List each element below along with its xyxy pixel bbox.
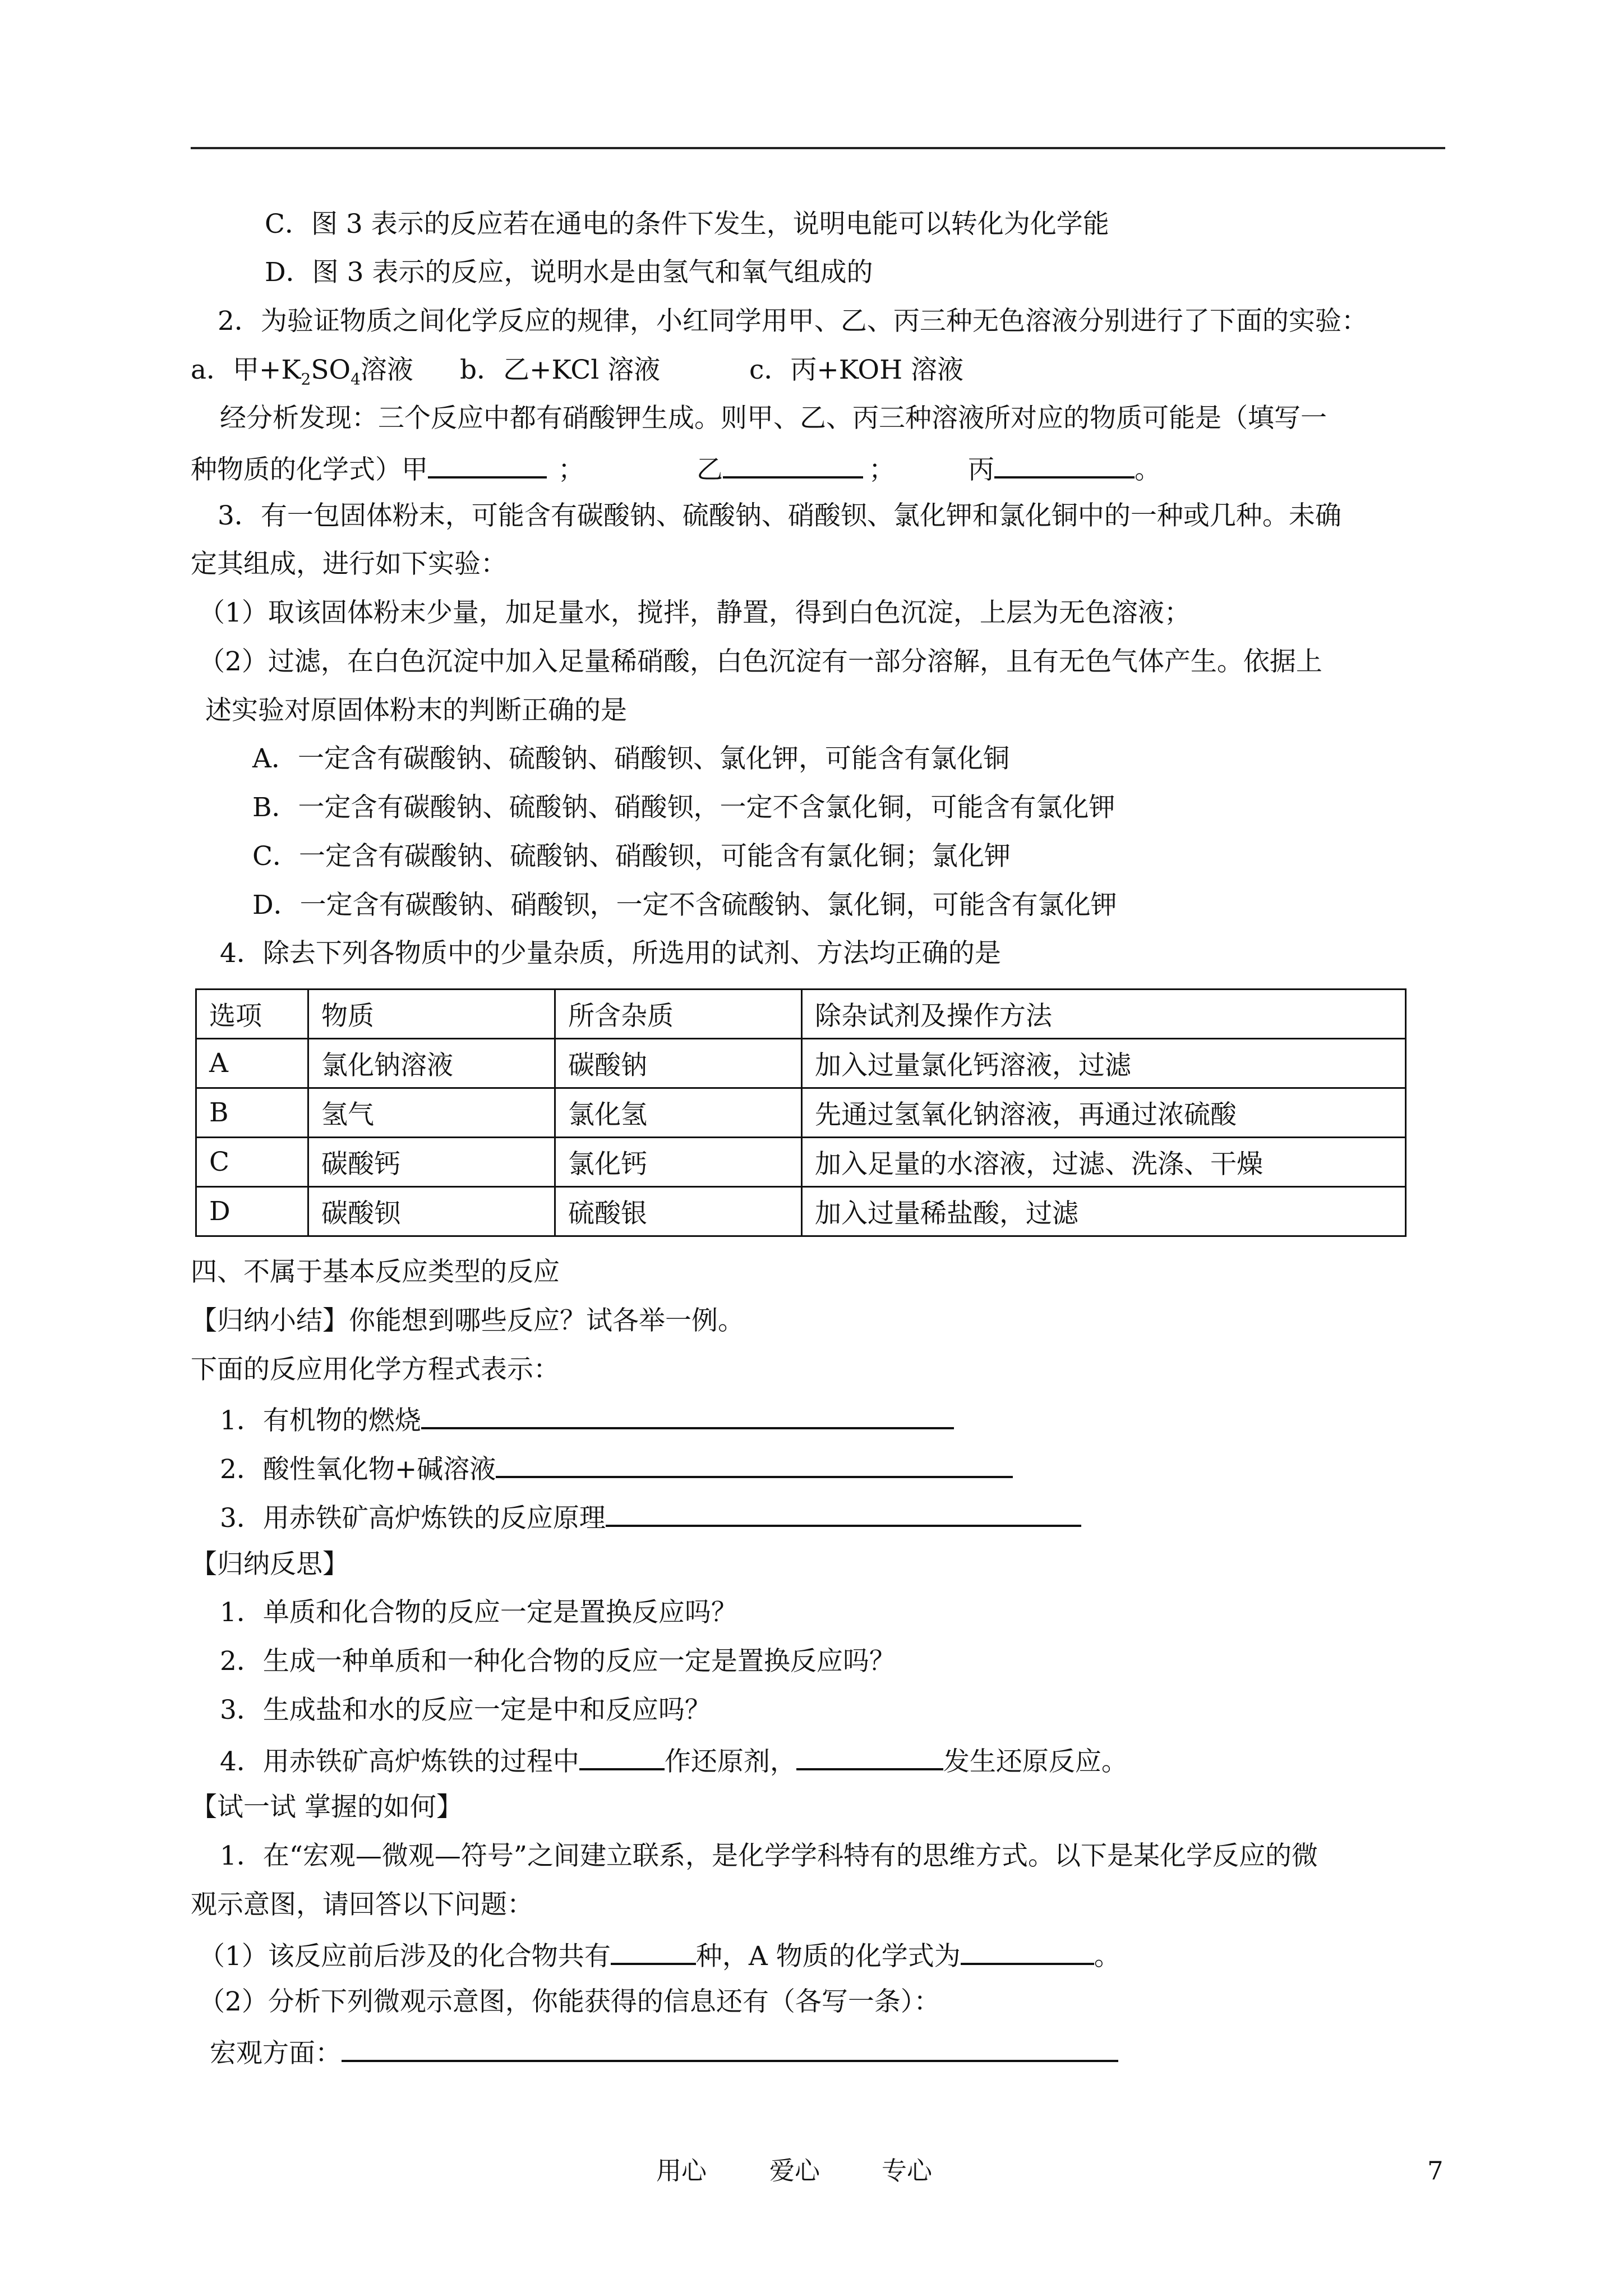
table-cell: 硫酸银 xyxy=(555,1187,802,1236)
q2-option-b: b．乙+KCl 溶液 xyxy=(460,355,661,385)
q3-step1: （1）取该固体粉末少量，加足量水，搅拌，静置，得到白色沉淀，上层为无色溶液； xyxy=(199,597,1191,628)
table-cell: 氯化氢 xyxy=(555,1088,802,1138)
summary-subheading: 下面的反应用化学方程式表示： xyxy=(191,1354,560,1385)
table-row xyxy=(196,1039,1406,1088)
table-row xyxy=(196,1138,1406,1187)
answer-blank-macro[interactable] xyxy=(342,2034,1118,2062)
answer-blank-jia[interactable] xyxy=(428,450,547,478)
table-cell: 碳酸钠 xyxy=(555,1039,802,1088)
table-cell: 碳酸钙 xyxy=(308,1138,555,1187)
table-header-cell: 选项 xyxy=(196,990,308,1039)
q3-option-a: A．一定含有碳酸钠、硫酸钠、硝酸钡、氯化钾，可能含有氯化铜 xyxy=(252,743,1009,774)
table-cell: B xyxy=(196,1088,308,1138)
footer-motto-3: 专心 xyxy=(882,2156,933,2185)
table-cell: C xyxy=(196,1138,308,1187)
impurity-removal-table xyxy=(195,988,1407,1237)
try-item-1-line2: 观示意图，请回答以下问题： xyxy=(191,1889,533,1920)
table-cell: 加入过量氯化钙溶液，过滤 xyxy=(802,1039,1406,1088)
answer-blank-bing[interactable] xyxy=(994,450,1135,478)
table-row xyxy=(196,1187,1406,1236)
summary-item-1: 1．有机物的燃烧 xyxy=(220,1401,954,1438)
table-cell: 氯化钙 xyxy=(555,1138,802,1187)
summary-item-3: 3．用赤铁矿高炉炼铁的反应原理 xyxy=(220,1499,1081,1535)
q2-analysis-line1: 经分析发现：三个反应中都有硝酸钾生成。则甲、乙、丙三种溶液所对应的物质可能是（填写一 xyxy=(220,403,1327,434)
table-cell: 先通过氢氧化钠溶液，再通过浓硫酸 xyxy=(802,1088,1406,1138)
table-cell: 氢气 xyxy=(308,1088,555,1138)
reflection-item-1: 1．单质和化合物的反应一定是置换反应吗？ xyxy=(220,1597,737,1628)
try-heading: 【试一试 掌握的如何】 xyxy=(191,1792,463,1823)
reflection-item-4: 4．用赤铁矿高炉炼铁的过程中 作还原剂， 发生还原反应。 xyxy=(220,1742,1128,1779)
q1-option-c: C．图 3 表示的反应若在通电的条件下发生，说明电能可以转化为化学能 xyxy=(265,209,1109,240)
answer-blank-reduced[interactable] xyxy=(796,1742,943,1770)
answer-blank-compound-count[interactable] xyxy=(611,1937,696,1965)
table-header-cell: 除杂试剂及操作方法 xyxy=(802,990,1406,1039)
q1-option-d: D．图 3 表示的反应，说明水是由氢气和氧气组成的 xyxy=(265,257,873,288)
q3-option-b: B．一定含有碳酸钠、硫酸钠、硝酸钡，一定不含氯化铜，可能含有氯化钾 xyxy=(252,792,1115,823)
try-question-2: （2）分析下列微观示意图，你能获得的信息还有（各写一条）： xyxy=(199,1986,940,2017)
q3-step2-line2: 述实验对原固体粉末的判断正确的是 xyxy=(205,695,627,726)
answer-blank-s2[interactable] xyxy=(496,1450,1013,1478)
table-header-cell: 物质 xyxy=(308,990,555,1039)
table-cell: A xyxy=(196,1039,308,1088)
section-4-title: 四、不属于基本反应类型的反应 xyxy=(191,1257,560,1287)
try-question-1: （1）该反应前后涉及的化合物共有 种，A 物质的化学式为 。 xyxy=(199,1937,1121,1973)
table-cell: 加入足量的水溶液，过滤、洗涤、干燥 xyxy=(802,1138,1406,1187)
footer-motto-2: 爱心 xyxy=(769,2156,820,2185)
table-cell: 加入过量稀盐酸，过滤 xyxy=(802,1187,1406,1236)
q2-stem: 2．为验证物质之间化学反应的规律，小红同学用甲、乙、丙三种无色溶液分别进行了下面的实验： xyxy=(218,306,1368,337)
reflection-item-2: 2．生成一种单质和一种化合物的反应一定是置换反应吗？ xyxy=(220,1646,896,1677)
reflection-heading: 【归纳反思】 xyxy=(191,1549,349,1580)
q2-option-a: a．甲$+K_2SO_4$溶液 xyxy=(191,355,413,389)
table-header-cell: 所含杂质 xyxy=(555,990,802,1039)
table-row xyxy=(196,1088,1406,1138)
summary-item-2: 2．酸性氧化物+碱溶液 xyxy=(220,1450,1013,1487)
summary-heading: 【归纳小结】你能想到哪些反应？试各举一例。 xyxy=(191,1305,744,1336)
macro-aspect: 宏观方面： xyxy=(210,2034,1118,2070)
header-rule xyxy=(191,147,1445,149)
table-cell: 氯化钠溶液 xyxy=(308,1039,555,1088)
table-header-row xyxy=(196,990,1406,1039)
q3-option-c: C．一定含有碳酸钠、硫酸钠、硝酸钡，可能含有氯化铜；氯化钾 xyxy=(252,841,1011,872)
q3-step2-line1: （2）过滤，在白色沉淀中加入足量稀硝酸，白色沉淀有一部分溶解，且有无色气体产生。依据上 xyxy=(199,646,1322,677)
table-cell: D xyxy=(196,1187,308,1236)
answer-blank-s1[interactable] xyxy=(421,1401,954,1429)
q3-option-d: D．一定含有碳酸钠、硝酸钡，一定不含硫酸钠、氯化铜，可能含有氯化钾 xyxy=(252,890,1117,921)
answer-blank-yi[interactable] xyxy=(723,450,863,478)
q3-stem-line1: 3．有一包固体粉末，可能含有碳酸钠、硫酸钠、硝酸钡、氯化钾和氯化铜中的一种或几种。未确 xyxy=(218,500,1341,531)
answer-blank-s3[interactable] xyxy=(606,1499,1081,1527)
answer-blank-reducer[interactable] xyxy=(579,1742,665,1770)
answer-blank-formula-a[interactable] xyxy=(961,1937,1094,1965)
q2-option-c: c．丙+KOH 溶液 xyxy=(749,355,964,385)
table-cell: 碳酸钡 xyxy=(308,1187,555,1236)
q2-analysis-line2: 种物质的化学式）甲 ； 乙 ； 丙 。 xyxy=(191,450,1161,487)
q4-stem: 4．除去下列各物质中的少量杂质，所选用的试剂、方法均正确的是 xyxy=(220,938,1001,969)
try-item-1-line1: 1．在“宏观—微观—符号”之间建立联系，是化学学科特有的思维方式。以下是某化学反应的微 xyxy=(220,1841,1318,1871)
footer-motto-1: 用心 xyxy=(656,2156,707,2185)
q3-stem-line2: 定其组成，进行如下实验： xyxy=(191,549,507,579)
reflection-item-3: 3．生成盐和水的反应一定是中和反应吗？ xyxy=(220,1695,711,1726)
page-number: 7 xyxy=(1427,2156,1444,2185)
